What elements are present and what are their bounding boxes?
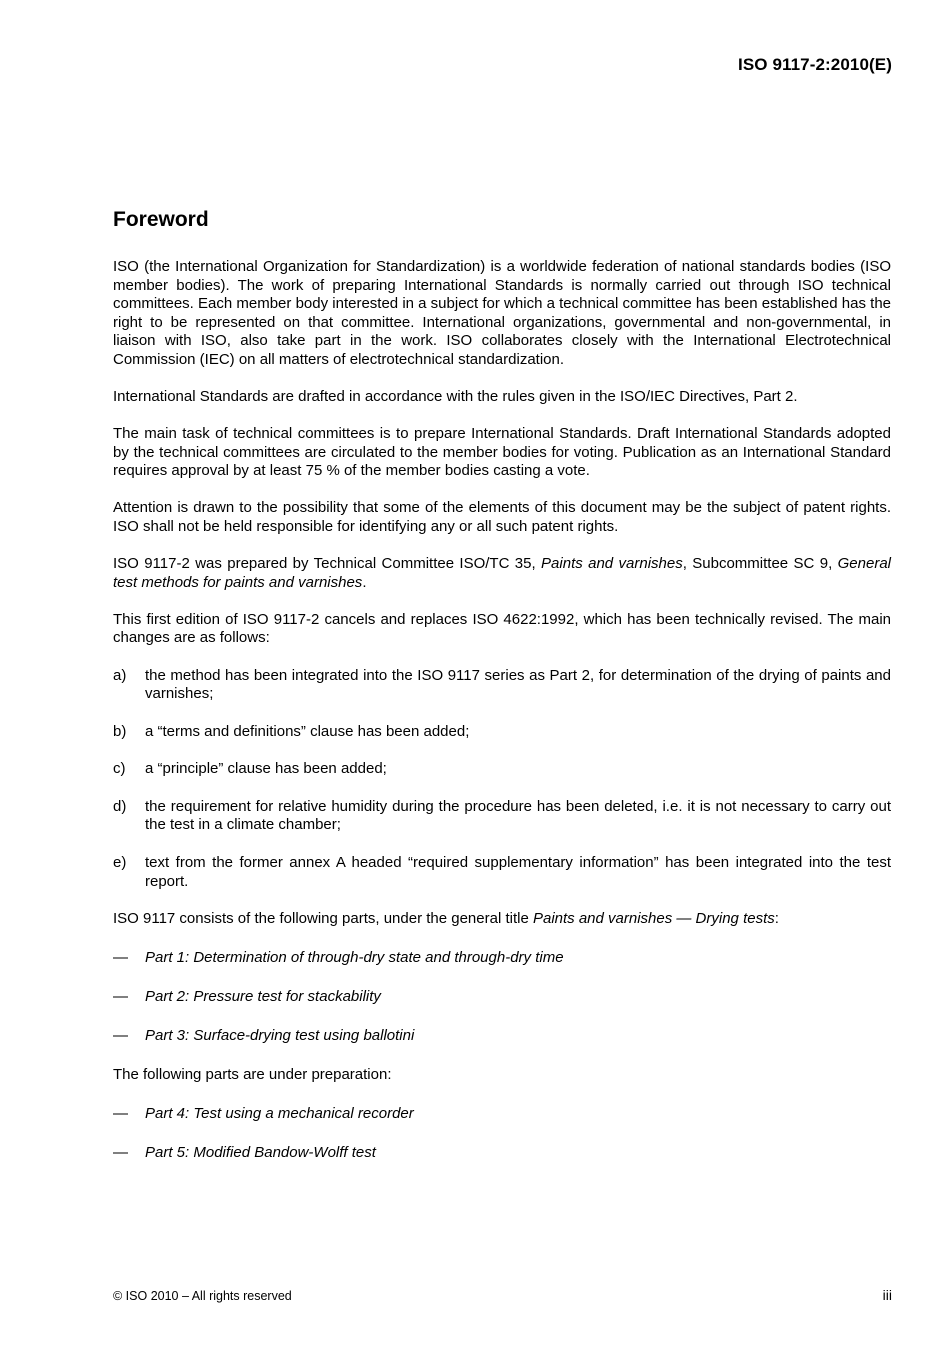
page-number: iii: [882, 1287, 892, 1303]
subcommittee-title: General test methods for paints and varnishes: [113, 555, 891, 591]
paragraph-committees: The main task of technical committees is to prepare International Standards. Draft International Standards adopted by the technical committees are circulated to the member bodies for voting. Publication as an International Standard requires approval by at least 75 % of the member bodies casting a vote.: [113, 425, 891, 480]
general-title: Paints and varnishes — Drying tests: [532, 910, 775, 928]
paragraph-directives: International Standards are drafted in accordance with the rules given in the ISO/IEC Directives, Part 2.: [113, 388, 798, 406]
list-item: [113, 1027, 891, 1046]
list-item: [113, 854, 891, 891]
list-item: [113, 723, 891, 742]
list-item: [113, 1105, 891, 1124]
footer-copyright: © ISO 2010 – All rights reserved: [113, 1289, 292, 1303]
list-item-text: the method has been integrated into the ISO 9117 series as Part 2, for determination of the drying of paints and varnishes;: [145, 666, 891, 703]
list-marker: b): [113, 722, 127, 740]
list-marker: c): [113, 760, 126, 778]
dash-marker: —: [113, 987, 128, 1005]
list-marker: d): [113, 797, 127, 815]
dash-marker: —: [113, 948, 128, 966]
page-title: Foreword: [113, 208, 209, 231]
list-marker: e): [113, 854, 127, 872]
part-title: Part 3: Surface-drying test using ballotini: [145, 1027, 415, 1045]
part-title: Part 4: Test using a mechanical recorder: [145, 1104, 414, 1122]
paragraph-edition: This first edition of ISO 9117-2 cancels and replaces ISO 4622:1992, which has been technically revised. The main changes are as follows:: [113, 610, 891, 647]
list-item-text: text from the former annex A headed “required supplementary information” has been integrated into the test report.: [145, 854, 891, 890]
document-code: ISO 9117-2:2010(E): [738, 55, 892, 74]
paragraph-parts-intro: [113, 910, 891, 929]
dash-marker: —: [113, 1143, 128, 1161]
changes-list: [113, 667, 891, 892]
list-item: [113, 798, 891, 835]
list-item-text: a “terms and definitions” clause has been added;: [145, 722, 470, 740]
paragraph-preparation: The following parts are under preparation:: [113, 1066, 392, 1084]
committee-title: Paints and varnishes: [541, 555, 683, 573]
dash-marker: —: [113, 1027, 128, 1045]
list-item: [113, 667, 891, 704]
dash-marker: —: [113, 1104, 128, 1122]
prepared-by-text: ISO 9117-2 was prepared by Technical Committee ISO/TC 35,: [113, 555, 542, 573]
list-marker: a): [113, 666, 127, 684]
part-title: Part 5: Modified Bandow-Wolff test: [145, 1143, 376, 1161]
list-item: [113, 1144, 891, 1163]
paragraph-prepared-by: [113, 555, 891, 592]
list-item-text: a “principle” clause has been added;: [145, 760, 387, 778]
prepared-by-period: .: [362, 573, 367, 591]
prep-parts-list: [113, 1105, 891, 1163]
list-item: [113, 760, 891, 779]
parts-list: [113, 949, 891, 1046]
paragraph-iso-intro: ISO (the International Organization for Standardization) is a worldwide federation of national standards bodies (ISO member bodies). The work of preparing International Standards is normally carried out through ISO technical committees. Each member body interested in a subject for which a technical committee has been established has the right to be represented on that committee. International organizations, governmental and non-governmental, in liaison with ISO, also take part in the work. ISO collaborates closely with the International Electrotechnical Commission (IEC) on all matters of electrotechnical standardization.: [113, 258, 891, 368]
list-item: [113, 949, 891, 968]
part-title: Part 1: Determination of through-dry state and through-dry time: [145, 948, 564, 966]
prepared-by-text-2: , Subcommittee SC 9,: [682, 555, 838, 573]
part-title: Part 2: Pressure test for stackability: [145, 987, 381, 1005]
parts-intro-colon: :: [774, 910, 779, 928]
paragraph-patents: Attention is drawn to the possibility that some of the elements of this document may be the subject of patent rights. ISO shall not be held responsible for identifying any or all such patent rights.: [113, 499, 891, 536]
foreword-body: [113, 258, 891, 1183]
list-item: [113, 988, 891, 1007]
list-item-text: the requirement for relative humidity during the procedure has been deleted, i.e. it is not necessary to carry out the test in a climate chamber;: [145, 797, 891, 834]
parts-intro-text: ISO 9117 consists of the following parts, under the general title: [113, 910, 533, 928]
